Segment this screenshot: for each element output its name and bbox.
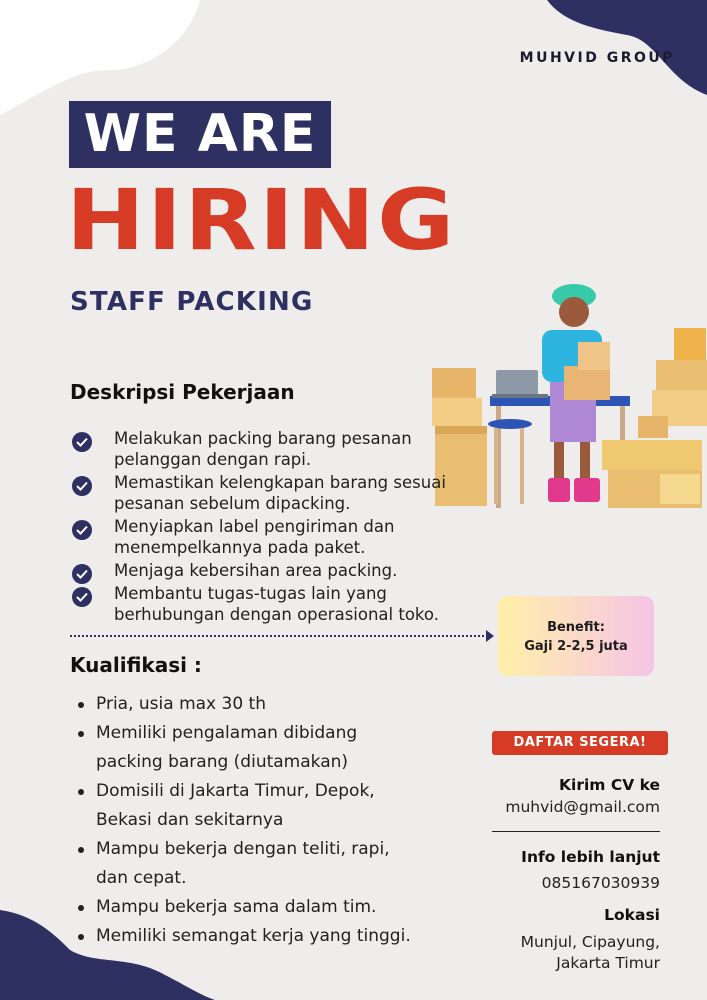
- location-line-2: Jakarta Timur: [556, 954, 660, 972]
- benefit-badge: [498, 596, 654, 676]
- send-cv-label: Kirim CV ke: [559, 776, 660, 794]
- qualification-item: Memiliki semangat kerja yang tinggi.: [78, 922, 418, 951]
- dotted-divider: [70, 635, 488, 637]
- check-icon: [72, 587, 92, 607]
- contact-phone[interactable]: 085167030939: [541, 874, 660, 892]
- benefit-value: Gaji 2-2,5 juta: [524, 639, 628, 654]
- description-item: Menjaga kebersihan area packing.: [70, 560, 470, 581]
- check-icon: [72, 564, 92, 584]
- apply-now-badge: DAFTAR SEGERA!: [492, 731, 668, 755]
- job-position-title: STAFF PACKING: [70, 287, 314, 317]
- check-icon: [72, 476, 92, 496]
- description-item: Membantu tugas-tugas lain yang berhubungan dengan operasional toko.: [70, 583, 470, 625]
- contact-email[interactable]: muhvid@gmail.com: [505, 798, 660, 816]
- benefit-label: Benefit:: [547, 620, 605, 635]
- headline-we-are: WE ARE: [69, 101, 331, 168]
- qualification-item: Domisili di Jakarta Timur, Depok, Bekasi dan sekitarnya: [78, 777, 418, 835]
- packing-illustration: [430, 278, 707, 513]
- location-line-1: Munjul, Cipayung,: [520, 933, 660, 951]
- description-list: [70, 428, 470, 627]
- qualifications-list: [78, 690, 418, 951]
- description-item: Menyiapkan label pengiriman dan menempelkannya pada paket.: [70, 516, 470, 558]
- qualification-item: Mampu bekerja dengan teliti, rapi, dan cepat.: [78, 835, 418, 893]
- decorative-blob-top-right: [547, 0, 707, 95]
- qualification-item: Pria, usia max 30 th: [78, 690, 418, 719]
- qualification-item: Memiliki pengalaman dibidang packing barang (diutamakan): [78, 719, 418, 777]
- qualification-item: Mampu bekerja sama dalam tim.: [78, 893, 418, 922]
- contact-divider: [492, 831, 660, 832]
- description-item: Melakukan packing barang pesanan pelanggan dengan rapi.: [70, 428, 470, 470]
- company-name: MUHVID GROUP: [519, 50, 675, 66]
- headline-hiring: HIRING: [66, 171, 457, 269]
- qualifications-title: Kualifikasi :: [70, 653, 202, 677]
- arrow-icon: [486, 630, 494, 642]
- more-info-label: Info lebih lanjut: [521, 848, 660, 866]
- check-icon: [72, 520, 92, 540]
- description-item: Memastikan kelengkapan barang sesuai pesanan sebelum dipacking.: [70, 472, 470, 514]
- description-title: Deskripsi Pekerjaan: [70, 380, 295, 404]
- location-label: Lokasi: [604, 906, 660, 924]
- check-icon: [72, 432, 92, 452]
